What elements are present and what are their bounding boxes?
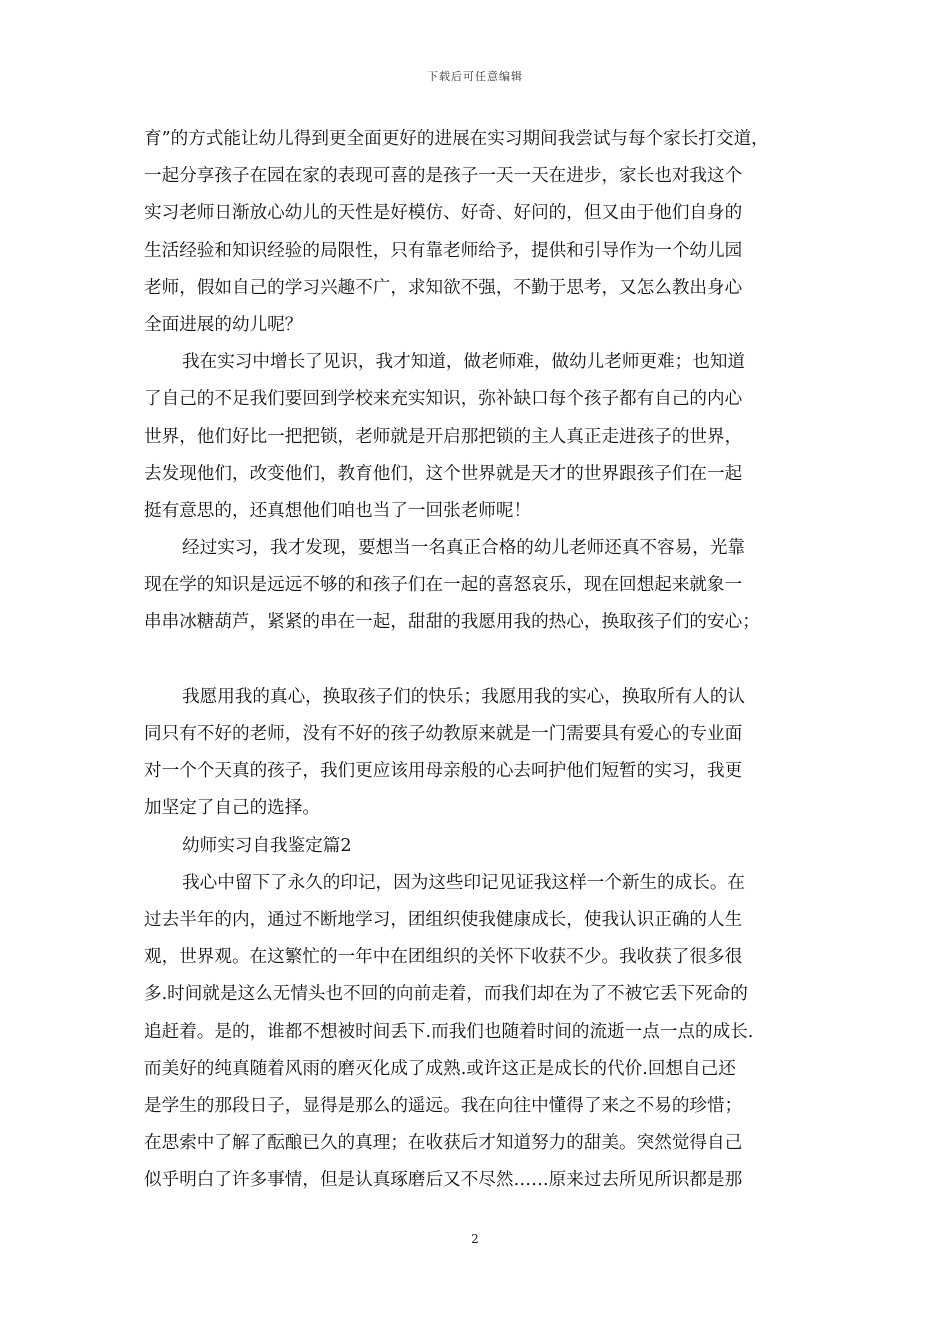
text-line: 同只有不好的老师，没有不好的孩子幼教原来就是一门需要具有爱心的专业面 [144,724,743,744]
document-body [144,121,808,1199]
text-line: 生活经验和知识经验的局限性，只有靠老师给予，提供和引导作为一个幼儿园 [144,240,743,261]
text-line: 育”的方式能让幼儿得到更全面更好的进展在实习期间我尝试与每个家长打交道， [144,129,769,149]
paragraph [144,679,808,828]
text-line: 实习老师日渐放心幼儿的天性是好模仿、好奇、好问的，但又由于他们自身的 [144,203,743,224]
header-note: 下载后可任意编辑 [427,70,523,83]
text-line: 在思索中了解了酝酿已久的真理；在收获后才知道努力的甜美。突然觉得自己 [144,1133,743,1154]
paragraph [144,344,808,530]
text-line: 而美好的纯真随着风雨的磨灭化成了成熟.或许这正是成长的代价.回想自己还 [144,1058,736,1079]
text-line: 我愿用我的真心，换取孩子们的快乐；我愿用我的实心，换取所有人的认 [182,686,746,707]
text-line: 对一个个天真的孩子，我们更应该用母亲般的心去呵护他们短暂的实习，我更 [144,761,743,782]
section-heading [144,828,808,865]
text-line: 加坚定了自己的选择。 [144,798,320,819]
text-line: 了自己的不足我们要回到学校来充实知识，弥补缺口每个孩子都有自己的内心 [144,389,743,410]
text-line: 我心中留下了永久的印记，因为这些印记见证我这样一个新生的成长。在 [182,872,746,893]
text-line: 多.时间就是这么无情头也不回的向前走着，而我们却在为了不被它丢下死命的 [144,984,748,1005]
paragraph [144,530,808,642]
page-number: 2 [471,1232,479,1246]
text-line: 似乎明白了许多事情，但是认真琢磨后又不尽然……原来过去所见所识都是那 [144,1170,743,1191]
text-line: 去发现他们，改变他们，教育他们，这个世界就是天才的世界跟孩子们在一起 [144,463,743,484]
text-line: 老师，假如自己的学习兴趣不广，求知欲不强，不勤于思考，又怎么教出身心 [144,277,743,298]
paragraph [144,865,808,1200]
text-line: 串串冰糖葫芦，紧紧的串在一起，甜甜的我愿用我的热心，换取孩子们的安心； [144,612,760,633]
text-line: 世界，他们好比一把把锁，老师就是开启那把锁的主人真正走进孩子的世界， [144,426,743,447]
text-line: 是学生的那段日子，显得是那么的遥远。我在向往中懂得了来之不易的珍惜； [144,1095,743,1116]
text-line: 观，世界观。在这繁忙的一年中在团组织的关怀下收获不少。我收获了很多很 [144,947,743,968]
text-line: 经过实习，我才发现，要想当一名真正合格的幼儿老师还真不容易，光靠 [182,538,746,559]
paragraph-gap [144,642,808,679]
paragraph [144,121,808,344]
text-line: 一起分享孩子在园在家的表现可喜的是孩子一天一天在进步，家长也对我这个 [144,166,743,187]
text-line: 现在学的知识是远远不够的和孩子们在一起的喜怒哀乐，现在回想起来就象一 [144,575,743,596]
text-line: 挺有意思的，还真想他们咱也当了一回张老师呢！ [144,500,532,521]
text-line: 幼师实习自我鉴定篇2 [182,835,352,856]
text-line: 追赶着。是的，谁都不想被时间丢下.而我们也随着时间的流逝一点一点的成长. [144,1021,754,1042]
text-line: 我在实习中增长了见识，我才知道，做老师难，做幼儿老师更难；也知道 [182,352,746,373]
text-line: 全面进展的幼儿呢？ [144,314,303,335]
text-line: 过去半年的内，通过不断地学习，团组织使我健康成长，使我认识正确的人生 [144,909,743,930]
